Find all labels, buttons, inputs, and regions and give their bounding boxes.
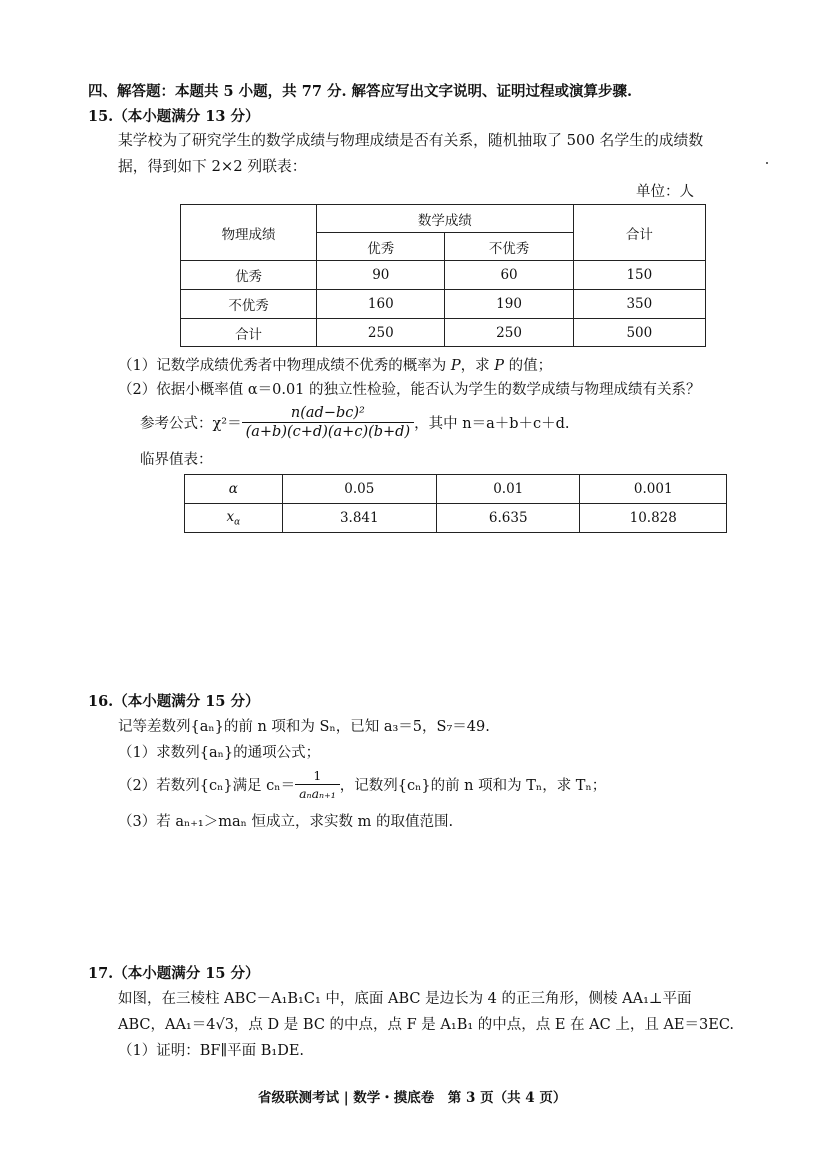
table-cell: 90 [317,261,445,290]
table-cell: 500 [573,319,705,347]
q15-title: 15.（本小题满分 13 分） [88,108,260,125]
header-total: 合计 [573,205,705,261]
header-physics: 物理成绩 [181,205,317,261]
var-p: P [450,358,461,374]
stray-dot [766,162,768,164]
header-excellent: 优秀 [317,233,445,261]
q16-part3: （3）若 aₙ₊₁＞maₙ 恒成立，求实数 m 的取值范围. [118,814,454,830]
table-cell: 0.001 [580,475,727,504]
table-cell: 6.635 [437,504,580,533]
table-cell: 250 [445,319,573,347]
formula-denominator: (a+b)(c+d)(a+c)(b+d) [245,423,411,440]
table-cell: 350 [573,290,705,319]
var-p: P [494,358,504,374]
row-label: 优秀 [181,261,317,290]
q16-part2: （2）若数列{cₙ}满足 cₙ＝ $\frac{1}{\text{aₙaₙ₊₁}}$ ，记数列{cₙ}的前 n 项和为 Tₙ，求 Tₙ； [118,767,607,801]
table-row [185,475,727,504]
q17-title: 17.（本小题满分 15 分） [88,965,260,982]
q15-intro-line2: 据，得到如下 2×2 列联表： [118,158,307,175]
q15-intro-line1: 某学校为了研究学生的数学成绩与物理成绩是否有关系，随机抽取了 500 名学生的成绩数 [118,132,704,149]
table-cell: 250 [317,319,445,347]
q16-part1: （1）求数列{aₙ}的通项公式； [118,745,321,761]
contingency-table [180,204,706,347]
table-cell: 0.05 [282,475,436,504]
q17-part1: （1）证明：BF∥平面 B₁DE. [118,1043,305,1059]
q16-title: 16.（本小题满分 15 分） [88,693,260,710]
q17-line2: ABC，AA₁＝4√3，点 D 是 BC 的中点，点 F 是 A₁B₁ 的中点，点 E 在 AC 上，且 AE＝3EC. [118,1017,735,1033]
row-label: 合计 [181,319,317,347]
critical-value-table [184,474,727,533]
table-row [181,290,706,319]
q15-unit: 单位：人 [636,184,694,200]
table-cell: 150 [573,261,705,290]
formula-fraction [242,405,415,440]
reference-formula [140,402,570,442]
formula-label: 参考公式：χ²＝ [140,415,242,432]
table-row [181,261,706,290]
table-row [185,504,727,533]
critical-label: 临界值表： [140,452,213,468]
table-cell: 3.841 [282,504,436,533]
q16-fraction: $\frac{1}{\text{aₙaₙ₊₁}}$ [295,768,340,801]
table-cell: 60 [445,261,573,290]
q16-intro: 记等差数列{aₙ}的前 n 项和为 Sₙ，已知 a₃＝5，S₇＝49. [118,719,490,735]
q15-part1: （1）记数学成绩优秀者中物理成绩不优秀的概率为 P，求 P 的值； [118,358,553,374]
table-row [181,319,706,347]
row-label: 不优秀 [181,290,317,319]
header-math-group: 数学成绩 [317,205,574,233]
formula-tail: ，其中 n＝a＋b＋c＋d. [414,415,570,432]
section-header: 四、解答题：本题共 5 小题，共 77 分. 解答应写出文字说明、证明过程或演算步骤. [88,83,633,100]
header-not-excellent: 不优秀 [445,233,573,261]
table-cell: 10.828 [580,504,727,533]
x-label: $x_\alpha$ [185,504,283,533]
formula-numerator: n(ad−bc)² [242,405,415,423]
table-cell: 190 [445,290,573,319]
q17-line1: 如图，在三棱柱 ABC－A₁B₁C₁ 中，底面 ABC 是边长为 4 的正三角形，侧棱 AA₁⊥平面 [118,991,692,1007]
table-cell: 0.01 [437,475,580,504]
table-cell: 160 [317,290,445,319]
q15-part2: （2）依据小概率值 α＝0.01 的独立性检验，能否认为学生的数学成绩与物理成绩有关系？ [118,382,701,398]
alpha-label: α [185,475,283,504]
page-footer: 省级联测考试 | 数学・摸底卷 第 3 页（共 4 页） [258,1090,567,1106]
